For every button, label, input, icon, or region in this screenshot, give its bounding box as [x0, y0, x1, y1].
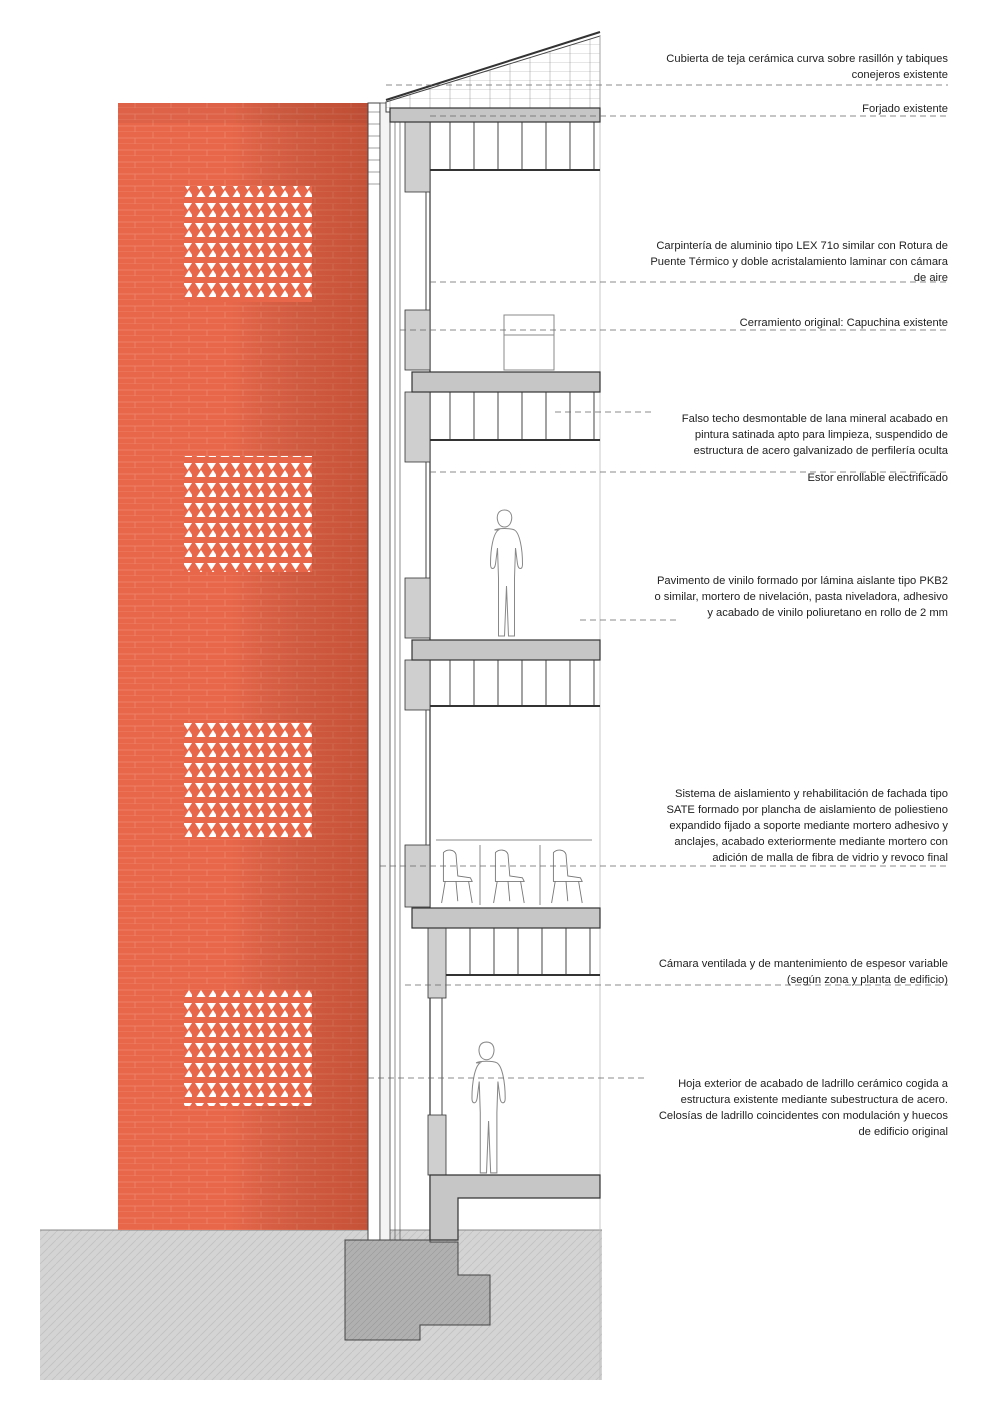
lattice-window-icon	[184, 456, 312, 572]
person-silhouette-icon	[472, 1042, 505, 1173]
annotation-sate: Sistema de aislamiento y rehabilitación de fachada tipo SATE formado por plancha de aislamiento de poliestieno expandido fijado a soporte mediante mortero adhesivo y anclajes, acabado exteriormente mediante mortero con adición de malla de fibra de vidrio y revoco final	[666, 788, 948, 864]
annotation-floor: Pavimento de vinilo formado por lámina aislante tipo PKB2 o similar, mortero de nivelación, pasta niveladora, adhesivo y acabado de vinilo poliuretano en rollo de 2 mm	[654, 575, 948, 619]
lattice-window-icon	[184, 990, 312, 1106]
chair-icon	[552, 850, 583, 903]
annotation-chamber: Cámara ventilada y de mantenimiento de espesor variable (según zona y planta de edificio)	[658, 958, 948, 986]
lattice-window-icon	[184, 722, 312, 838]
facade-section-wall	[368, 103, 400, 1243]
annotation-window: Carpintería de aluminio tipo LEX 71o similar con Rotura de Puente Térmico y doble acristalamiento laminar con cámara de aire	[650, 240, 948, 284]
lattice-window-icon	[184, 186, 312, 302]
annotation-slab: Forjado existente	[862, 103, 948, 115]
annotation-roof: Cubierta de teja cerámica curva sobre rasillón y tabiques conejeros existente	[666, 53, 948, 81]
annotation-ceiling: Falso techo desmontable de lana mineral acabado en pintura satinada apto para limpieza, suspendido de estructura de acero galvanizado de perfilería oculta	[681, 413, 948, 457]
roof	[386, 32, 600, 112]
ground	[40, 1230, 602, 1380]
annotation-blind: Estor enrollable electrificado	[807, 472, 948, 484]
annotation-facade: Hoja exterior de acabado de ladrillo cerámico cogida a estructura existente mediante subestructura de acero. Celosías de ladrillo coincidentes con modulación y huecos de edificio original	[658, 1078, 948, 1138]
chair-icon	[494, 850, 525, 903]
person-silhouette-icon	[491, 510, 523, 636]
chair-icon	[442, 850, 473, 903]
annotation-wall: Cerramiento original: Capuchina existente	[739, 317, 948, 329]
